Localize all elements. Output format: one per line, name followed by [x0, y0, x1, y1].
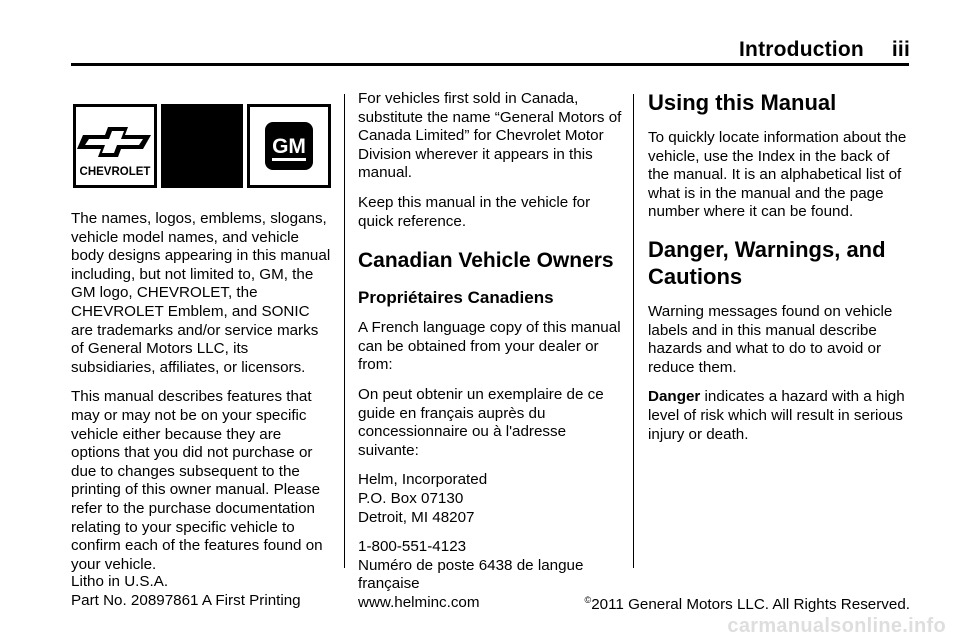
- address-line: Detroit, MI 48207: [358, 508, 475, 526]
- header-rule: [71, 63, 909, 66]
- keep-manual-paragraph: Keep this manual in the vehicle for quick reference.: [358, 193, 591, 230]
- using-manual-paragraph: To quickly locate information about the vehicle, use the Index in the back of the manual. It is an alphabetical list of what is in the manual and the page number where it can be found.: [648, 129, 907, 221]
- chevrolet-wordmark: CHEVROLET: [79, 166, 151, 178]
- address-line: Helm, Incorporated: [358, 471, 488, 489]
- danger-warnings-heading: Danger, Warnings, and Cautions: [648, 236, 886, 289]
- gm-logo: [247, 104, 331, 188]
- canadian-owners-heading: Canadian Vehicle Owners: [358, 249, 614, 273]
- trademark-paragraph: The names, logos, emblems, slogans, vehicle model names, and vehicle body designs appearing in this manual including, but not limited to, GM, the GM logo, CHEVROLET, the CHEVROLET Emblem, and SONIC are trademarks and/or service marks of General Motors LLC, its subsidiaries, affiliates, or licensors.: [71, 210, 331, 376]
- danger-paragraph: [648, 388, 912, 444]
- section-title: Introduction: [739, 38, 864, 61]
- column-1: [71, 90, 333, 585]
- footer-left: [71, 573, 301, 610]
- gm-wordmark: GM: [272, 135, 306, 158]
- danger-text: indicates a hazard with a high level of risk which will result in serious injury or death.: [648, 388, 905, 443]
- page-header: [739, 38, 910, 62]
- column-2: [358, 90, 622, 623]
- using-manual-heading: Using this Manual: [648, 90, 837, 115]
- column-3: [648, 90, 912, 455]
- copyright-text: 2011 General Motors LLC. All Rights Reserved.: [591, 596, 910, 614]
- contact-line: française: [358, 575, 420, 593]
- black-panel: [161, 104, 243, 188]
- features-paragraph: This manual describes features that may or may not be on your specific vehicle either because they are options that you did not purchase or due to changes subsequent to the printing of this owner manual. Please refer to the purchase documentation relating to your specific vehicle to confirm each of the features found on your vehicle.: [71, 388, 323, 573]
- address-block: [358, 471, 622, 527]
- phone-number: 1-800-551-4123: [358, 538, 467, 556]
- contact-block: [358, 538, 622, 612]
- copyright-symbol: ©: [584, 595, 592, 605]
- proprietaires-heading: Propriétaires Canadiens: [358, 288, 554, 308]
- part-number: Part No. 20897861 A First Printing: [71, 591, 301, 609]
- chevrolet-logo: [73, 104, 157, 188]
- column-divider: [633, 94, 634, 568]
- page-number: iii: [891, 38, 910, 61]
- warning-paragraph: Warning messages found on vehicle labels and in this manual describe hazards and what to do to avoid or reduce them.: [648, 302, 893, 376]
- column-divider: [344, 94, 345, 568]
- brand-logos: [71, 104, 333, 194]
- contact-line: Numéro de poste 6438 de langue: [358, 556, 584, 574]
- danger-label: Danger: [648, 388, 701, 406]
- canada-paragraph: For vehicles first sold in Canada, substitute the name “General Motors of Canada Limited” for Chevrolet Motor Division wherever it appears in this manual.: [358, 90, 622, 182]
- website: www.helminc.com: [358, 593, 480, 611]
- footer-copyright: [585, 591, 910, 615]
- address-line: P.O. Box 07130: [358, 489, 464, 507]
- french-copy-paragraph: A French language copy of this manual can be obtained from your dealer or from:: [358, 319, 621, 374]
- litho-text: Litho in U.S.A.: [71, 573, 169, 590]
- watermark: carmanualsonline.info: [727, 615, 946, 637]
- french-paragraph: On peut obtenir un exemplaire de ce guide en français auprès du concessionnaire ou à l'adresse suivante:: [358, 385, 604, 459]
